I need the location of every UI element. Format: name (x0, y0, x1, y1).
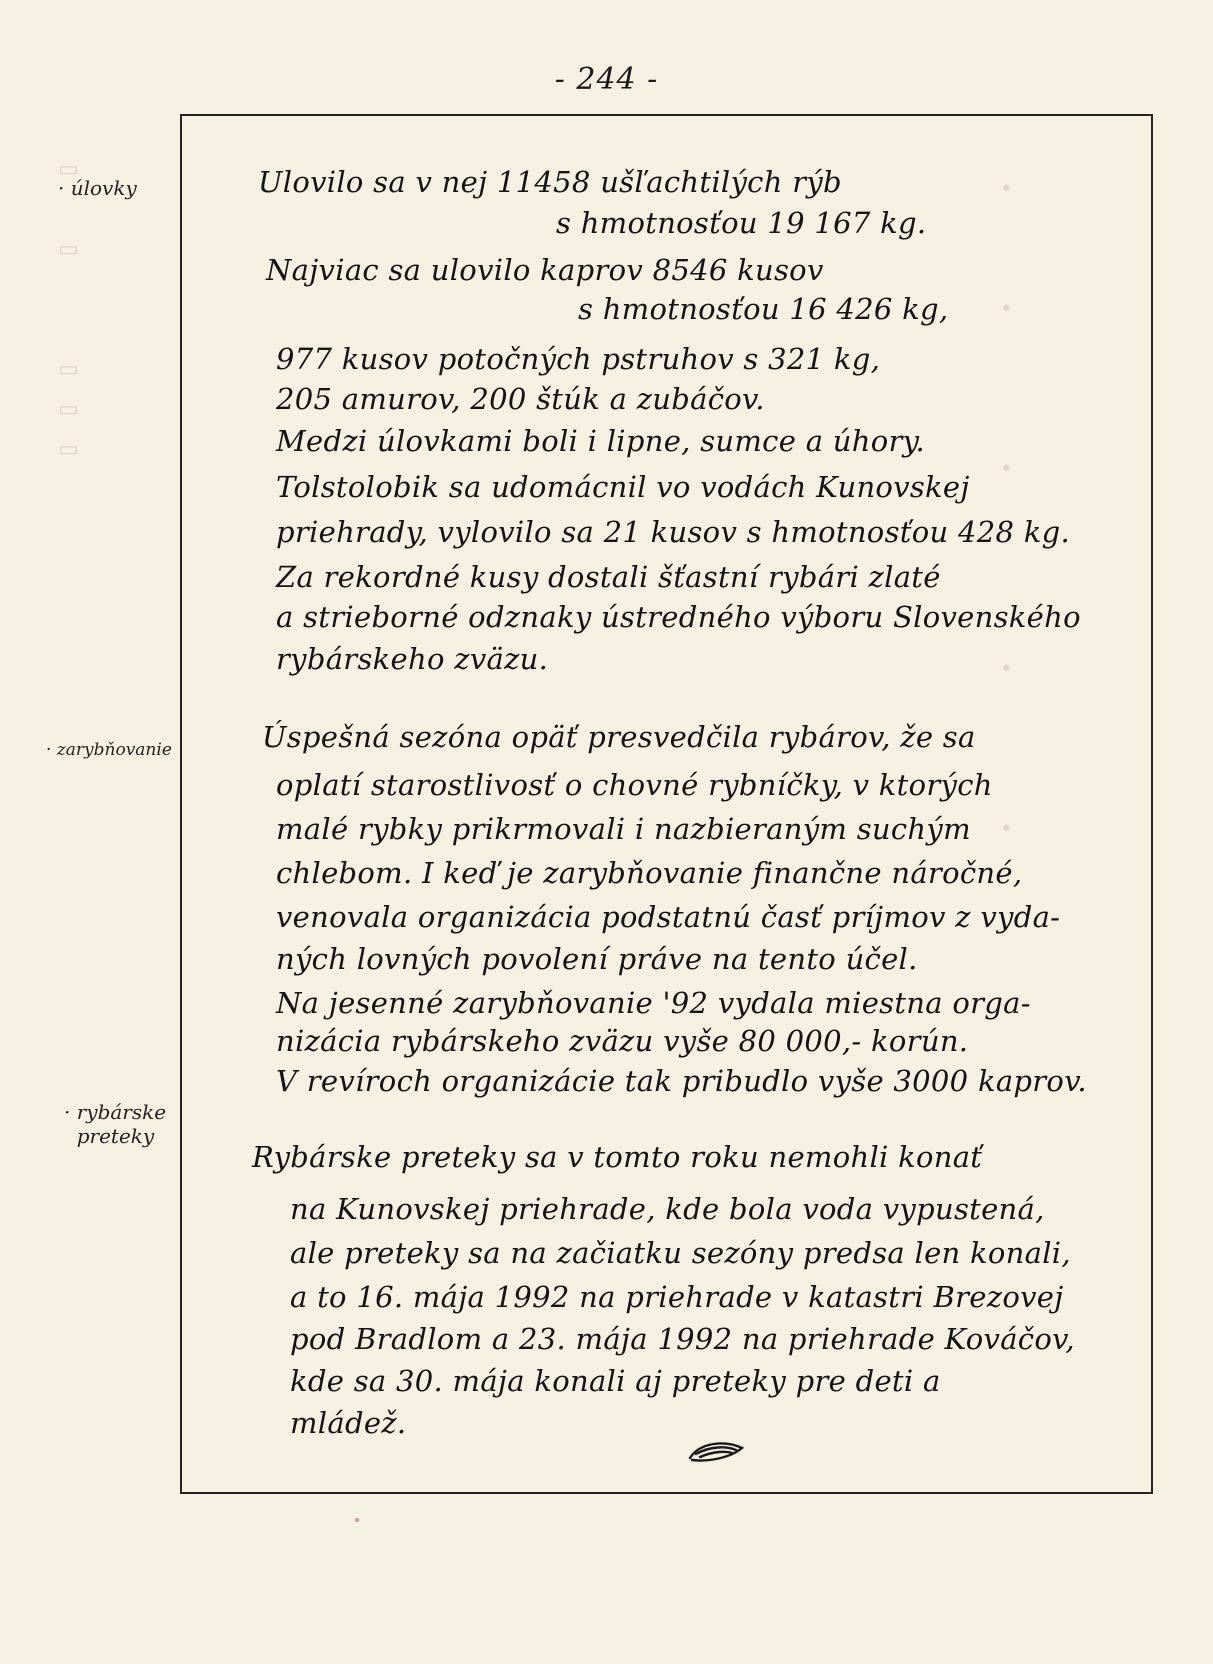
text-line: priehrady, vylovilo sa 21 kusov s hmotnosťou 428 kg. (276, 515, 1070, 549)
text-line: ných lovných povolení práve na tento účel. (276, 942, 918, 976)
text-line: venovala organizácia podstatnú časť príjmov z vyda- (276, 900, 1061, 934)
text-line: oplatí starostlivosť o chovné rybníčky, v ktorých (276, 768, 993, 802)
margin-note-ulovky: · úlovky (58, 176, 137, 200)
text-line: a strieborné odznaky ústredného výboru Slovenského (276, 600, 1081, 634)
text-line: nizácia rybárskeho zväzu vyše 80 000,- korún. (276, 1024, 969, 1058)
text-line: na Kunovskej priehrade, kde bola voda vypustená, (290, 1192, 1045, 1226)
bleed-through-right: • • • • • (1000, 177, 1013, 842)
text-line: s hmotnosťou 16 426 kg, (578, 292, 949, 326)
text-line: Tolstolobik sa udomácnil vo vodách Kunovskej (276, 470, 970, 504)
text-line: Najviac sa ulovilo kaprov 8546 kusov (266, 253, 824, 287)
text-line: pod Bradlom a 23. mája 1992 na priehrade Kováčov, (290, 1322, 1075, 1356)
text-line: a to 16. mája 1992 na priehrade v katastri Brezovej (290, 1280, 1064, 1314)
text-line: rybárskeho zväzu. (276, 642, 549, 676)
text-line: Za rekordné kusy dostali šťastní rybári zlaté (276, 560, 941, 594)
text-line: kde sa 30. mája konali aj preteky pre deti a (290, 1364, 941, 1398)
page-number: - 244 - (554, 62, 659, 97)
text-line: Na jesenné zarybňovanie '92 vydala miestna orga- (276, 986, 1031, 1020)
text-line: s hmotnosťou 19 167 kg. (556, 206, 927, 240)
text-line: Rybárske preteky sa v tomto roku nemohli konať (252, 1140, 983, 1174)
text-line: malé rybky prikrmovali i nazbieraným suchým (276, 812, 971, 846)
margin-note-zarybnovanie: · zarybňovanie (46, 740, 172, 760)
text-line: Úspešná sezóna opäť presvedčila rybárov, že sa (262, 720, 976, 754)
text-line: Ulovilo sa v nej 11458 ušľachtilých rýb (258, 165, 842, 199)
text-line: 977 kusov potočných pstruhov s 321 kg, (276, 342, 881, 376)
text-line: mládež. (290, 1406, 407, 1440)
bleed-through-left: ▭ ▭ ▭ ▭ ▭ (58, 157, 79, 462)
text-line: chlebom. I keď je zarybňovanie finančne náročné, (276, 856, 1023, 890)
margin-note-rybarske-preteky: · rybárske preteky (64, 1100, 167, 1148)
text-line: V revíroch organizácie tak pribudlo vyše 3000 kaprov. (276, 1064, 1087, 1098)
ink-speck (355, 1518, 359, 1522)
text-line: ale preteky sa na začiatku sezóny predsa len konali, (290, 1236, 1071, 1270)
text-line: 205 amurov, 200 štúk a zubáčov. (276, 382, 765, 416)
end-flourish-icon (686, 1438, 748, 1466)
text-line: Medzi úlovkami boli i lipne, sumce a úhory. (276, 424, 926, 458)
